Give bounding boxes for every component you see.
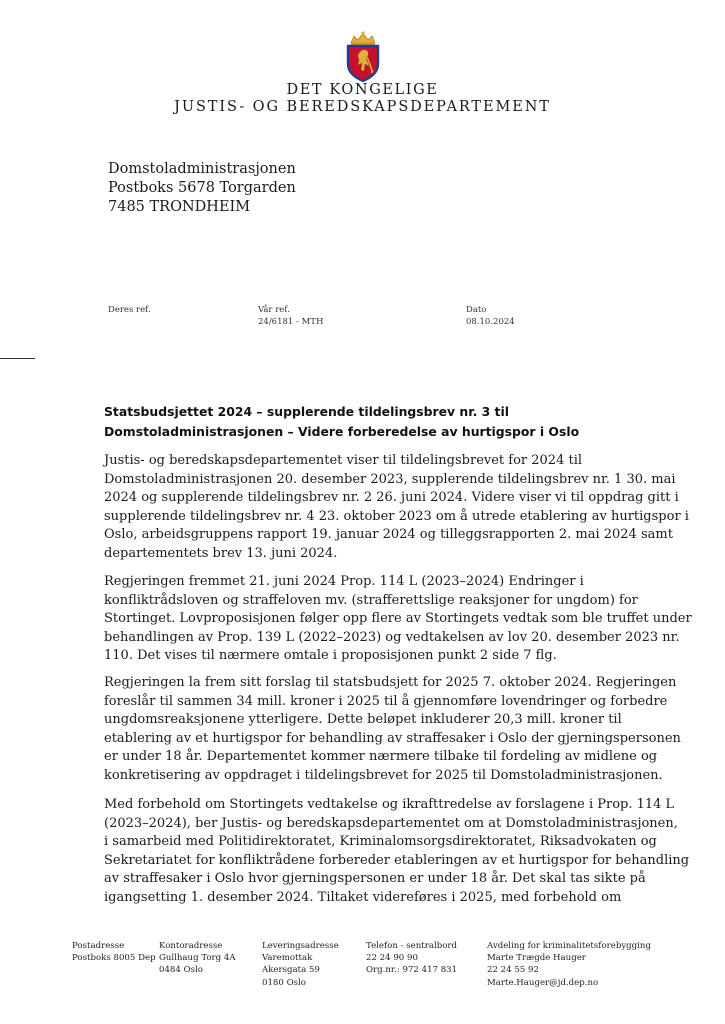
var-ref-label: Vår ref. [258, 305, 290, 315]
footer-telefon [366, 940, 457, 977]
footer-line: Telefon - sentralbord [366, 941, 457, 951]
body-line: Justis- og beredskapsdepartementet viser til tildelingsbrevet for 2024 til [104, 453, 583, 468]
body-line: 110. Det vises til nærmere omtale i proposisjonen punkt 2 side 7 flg. [104, 648, 557, 664]
footer-avdeling [487, 940, 651, 989]
body-line: Regjeringen la frem sitt forslag til statsbudsjett for 2025 7. oktober 2024. Regjeringen [104, 675, 677, 690]
body-line: (2023–2024), ber Justis- og beredskapsdepartementet om at Domstoladministrasjonen, [104, 815, 678, 831]
footer-kontoradresse [159, 940, 236, 977]
dato-label: Dato [466, 305, 487, 315]
body-line: konkretisering av oppdraget i tildelingsbrevet for 2025 til Domstoladministrasjonen. [104, 767, 663, 783]
body-line: departementets brev 13. juni 2024. [104, 545, 338, 561]
body-line: av straffesaker i Oslo hvor gjerningspersonen er under 18 år. Det skal tas sikte på [104, 871, 646, 887]
footer-postadresse [72, 940, 156, 964]
title-line: Statsbudsjettet 2024 – supplerende tildelingsbrev nr. 3 til [104, 404, 509, 419]
recipient-line: Domstoladministrasjonen [108, 161, 296, 177]
letter-title [104, 402, 624, 441]
dato [466, 305, 515, 327]
footer-line: Gullhaug Torg 4A [159, 953, 236, 964]
dato-value: 08.10.2024 [466, 317, 515, 327]
department-name-line1: DET KONGELIGE [286, 82, 439, 98]
footer-line: Leveringsadresse [262, 941, 339, 951]
department-name-line2: JUSTIS- OG BEREDSKAPSDEPARTEMENT [174, 99, 551, 115]
footer-line: Org.nr.: 972 417 831 [366, 965, 458, 976]
var-ref-value: 24/6181 - MTH [258, 317, 324, 327]
footer-email-link[interactable]: Marte.Hauger@jd.dep.no [487, 977, 599, 988]
recipient-address [108, 160, 296, 217]
body-line: Med forbehold om Stortingets vedtakelse og ikrafttredelse av forslagene i Prop. 114 L [104, 797, 675, 812]
footer-line: Avdeling for kriminalitetsforebygging [487, 941, 651, 951]
body-line: Stortinget. Lovproposisjonen følger opp flere av Stortingets vedtak som ble truffet under [104, 611, 692, 627]
body-line: 2024 og supplerende tildelingsbrev nr. 2 26. juni 2024. Videre viser vi til oppdrag gitt i [104, 490, 679, 506]
footer-line: Varemottak [262, 953, 313, 964]
paragraph-4 [104, 796, 690, 908]
body-line: supplerende tildelingsbrev nr. 4 23. oktober 2023 om å utrede etablering av hurtigspor i [104, 508, 689, 524]
footer-line: 0484 Oslo [159, 965, 203, 976]
body-line: Sekretariatet for konfliktrådene forbereder etableringen av et hurtigspor for behandling [104, 852, 690, 868]
footer-line: 22 24 90 90 [366, 953, 418, 964]
body-line: konfliktrådsloven og straffeloven mv. (strafferettslige reaksjoner for ungdom) for [104, 592, 638, 608]
body-line: igangsetting 1. desember 2024. Tiltaket videreføres i 2025, med forbehold om [104, 889, 622, 905]
footer-line: 22 24 55 92 [487, 965, 539, 976]
coat-of-arms-icon [340, 30, 386, 82]
footer-line: 0180 Oslo [262, 977, 306, 988]
body-line: Domstoladministrasjonen 20. desember 2023, supplerende tildelingsbrev nr. 1 30. mai [104, 471, 676, 487]
paragraph-1 [104, 452, 689, 564]
paragraph-2 [104, 573, 692, 666]
footer-line: Akersgata 59 [262, 965, 320, 976]
body-line: ungdomsreaksjonene ytterligere. Dette beløpet inkluderer 20,3 mill. kroner til [104, 712, 622, 728]
body-line: Oslo, arbeidsgruppens rapport 19. januar 2024 og tilleggsrapporten 2. mai 2024 samt [104, 527, 673, 543]
footer-line: Marte Trægde Hauger [487, 953, 586, 964]
paragraph-3 [104, 674, 681, 786]
footer-line: Kontoradresse [159, 941, 223, 951]
footer-line: Postadresse [72, 941, 125, 951]
body-line: etablering av et hurtigspor for behandling av straffesaker i Oslo der gjerningspersonen [104, 730, 681, 746]
fold-mark [0, 358, 35, 359]
footer-line: Postboks 8005 Dep [72, 953, 156, 964]
footer-leveringsadresse [262, 940, 339, 989]
recipient-line: 7485 TRONDHEIM [108, 199, 251, 215]
recipient-line: Postboks 5678 Torgarden [108, 180, 296, 196]
body-line: i samarbeid med Politidirektoratet, Kriminalomsorgsdirektoratet, Riksadvokaten og [104, 834, 657, 850]
body-line: behandlingen av Prop. 139 L (2022–2023) og vedtakelsen av lov 20. desember 2023 nr. [104, 629, 680, 645]
body-line: Regjeringen fremmet 21. juni 2024 Prop. 114 L (2023–2024) Endringer i [104, 574, 584, 589]
title-line: Domstoladministrasjonen – Videre forberedelse av hurtigspor i Oslo [104, 423, 580, 439]
deres-ref-label: Deres ref. [108, 305, 151, 315]
body-line: foreslår til sammen 34 mill. kroner i 2025 til å gjennomføre lovendringer og forbedre [104, 693, 668, 709]
body-line: er under 18 år. Departementet kommer nærmere tilbake til fordeling av midlene og [104, 749, 658, 765]
deres-ref [108, 305, 151, 317]
var-ref [258, 305, 323, 327]
